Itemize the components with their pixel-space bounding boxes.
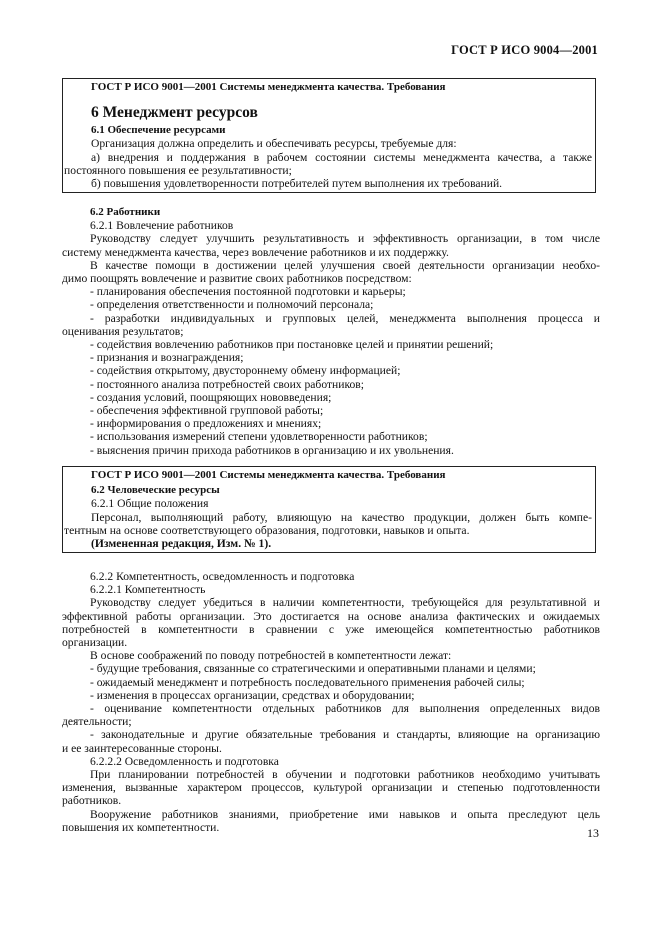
list-item: - изменения в процессах организации, средствах и оборудовании; bbox=[90, 688, 415, 702]
list-item: - обеспечения эффективной групповой работы; bbox=[90, 404, 324, 418]
subsection-heading: 6.2.2.1 Компетентность bbox=[90, 583, 206, 597]
list-item: - содействия вовлечению работников при постановке целей и принятии решений; bbox=[90, 338, 494, 352]
paragraph-line: Руководству следует убедиться в наличии компетентности, требующейся для результативной и bbox=[90, 596, 600, 610]
list-item: - признания и вознаграждения; bbox=[90, 351, 244, 365]
section-heading: 6.2 Работники bbox=[90, 206, 161, 218]
paragraph-line: потребностей в компетентности в сравнении с уже имеющейся компетентностью работников bbox=[62, 622, 600, 636]
list-item: - разработки индивидуальных и групповых целей, менеджмента выполнения процесса и bbox=[90, 311, 600, 325]
list-item: - содействия открытому, двустороннему обмену информацией; bbox=[90, 364, 401, 378]
subsection-heading-6-2: 6.2 Человеческие ресурсы bbox=[91, 484, 220, 497]
list-item-continued: деятельности; bbox=[62, 715, 132, 729]
quoted-standard-box-2 bbox=[62, 466, 596, 553]
list-item-continued: и ее заинтересованные стороны. bbox=[62, 741, 222, 755]
section-heading-6: 6 Менеджмент ресурсов bbox=[91, 104, 258, 122]
paragraph-line: работников. bbox=[62, 794, 122, 808]
paragraph-line: повышения их компетентности. bbox=[62, 820, 220, 834]
paragraph-line: Персонал, выполняющий работу, влияющую на качество продукции, должен быть компе- bbox=[91, 510, 592, 524]
list-item-continued: оценивания результатов; bbox=[62, 324, 184, 338]
list-item: - ожидаемый менеджмент и потребность последовательного применения рабочей силы; bbox=[90, 675, 525, 689]
paragraph-line: Вооружение работников знаниями, приобретение ими навыков и опыта преследуют цель bbox=[90, 807, 600, 821]
list-item: - информирования о предложениях и мнениях; bbox=[90, 417, 322, 431]
paragraph: Организация должна определить и обеспечивать ресурсы, требуемые для: bbox=[91, 137, 457, 151]
amendment-note: (Измененная редакция, Изм. № 1). bbox=[91, 537, 272, 551]
box-title: ГОСТ Р ИСО 9001—2001 Системы менеджмента качества. Требования bbox=[91, 81, 446, 93]
paragraph-line: При планировании потребностей в обучении и подготовки работников необходимо учитывать bbox=[90, 768, 600, 782]
subsection-heading: 6.2.2 Компетентность, осведомленность и подготовка bbox=[90, 570, 355, 583]
document-header: ГОСТ Р ИСО 9004—2001 bbox=[451, 43, 598, 57]
page-number: 13 bbox=[587, 826, 599, 840]
paragraph-line: изменения, вызванные характером процессов, культурой организации и степенью подготовленности bbox=[62, 781, 600, 795]
paragraph: постоянного повышения ее результативности; bbox=[64, 163, 292, 177]
list-item: - будущие требования, связанные со стратегическими и оперативными планами и целями; bbox=[90, 662, 536, 676]
paragraph-line: организации. bbox=[62, 636, 128, 650]
paragraph: б) повышения удовлетворенности потребителей путем выполнения их требований. bbox=[91, 177, 503, 191]
list-item: - определения ответственности и полномочий персонала; bbox=[90, 298, 374, 312]
paragraph-line: Руководству следует улучшить результативность и эффективность организации, в том числе bbox=[90, 232, 600, 246]
list-item: - создания условий, поощряющих нововведения; bbox=[90, 390, 332, 404]
list-item: - постоянного анализа потребностей своих работников; bbox=[90, 377, 364, 391]
subsection-heading-6-1: 6.1 Обеспечение ресурсами bbox=[91, 124, 226, 137]
box-title: ГОСТ Р ИСО 9001—2001 Системы менеджмента качества. Требования bbox=[91, 469, 446, 481]
list-item: - законодательные и другие обязательные требования и стандарты, влияющие на организацию bbox=[90, 728, 600, 742]
list-item: - планирования обеспечения постоянной подготовки и карьеры; bbox=[90, 285, 406, 299]
paragraph-line: эффективной работы организации. Это достигается на основе анализа фактических и ожидаемых bbox=[62, 609, 600, 623]
quoted-standard-box-1 bbox=[62, 78, 596, 193]
subsection-heading-6-2-1: 6.2.1 Общие положения bbox=[91, 497, 209, 511]
paragraph-line: В основе соображений по поводу потребностей в компетентности лежат: bbox=[90, 649, 452, 663]
list-item: - оценивание компетентности отдельных работников для выполнения определенных видов bbox=[90, 702, 600, 716]
subsection-heading: 6.2.1 Вовлечение работников bbox=[90, 219, 234, 233]
paragraph-line: В качестве помощи в достижении целей улучшения своей деятельности организации необхо- bbox=[90, 258, 600, 272]
section-6-2-2 bbox=[62, 570, 600, 834]
list-item: - использования измерений степени удовлетворенности работников; bbox=[90, 430, 428, 444]
section-6-2 bbox=[62, 206, 600, 457]
paragraph-line: тентным на основе соответствующего образования, подготовки, навыков и опыта. bbox=[64, 523, 470, 537]
paragraph-line: димо поощрять вовлечение и развитие своих работников посредством: bbox=[62, 272, 412, 286]
paragraph-line: систему менеджмента качества, через вовлечение работников и их поддержку. bbox=[62, 245, 449, 259]
list-item: - выяснения причин прихода работников в организацию и их увольнения. bbox=[90, 443, 454, 457]
subsection-heading: 6.2.2.2 Осведомленность и подготовка bbox=[90, 754, 279, 768]
paragraph: а) внедрения и поддержания в рабочем состоянии системы менеджмента качества, а также bbox=[91, 150, 592, 164]
